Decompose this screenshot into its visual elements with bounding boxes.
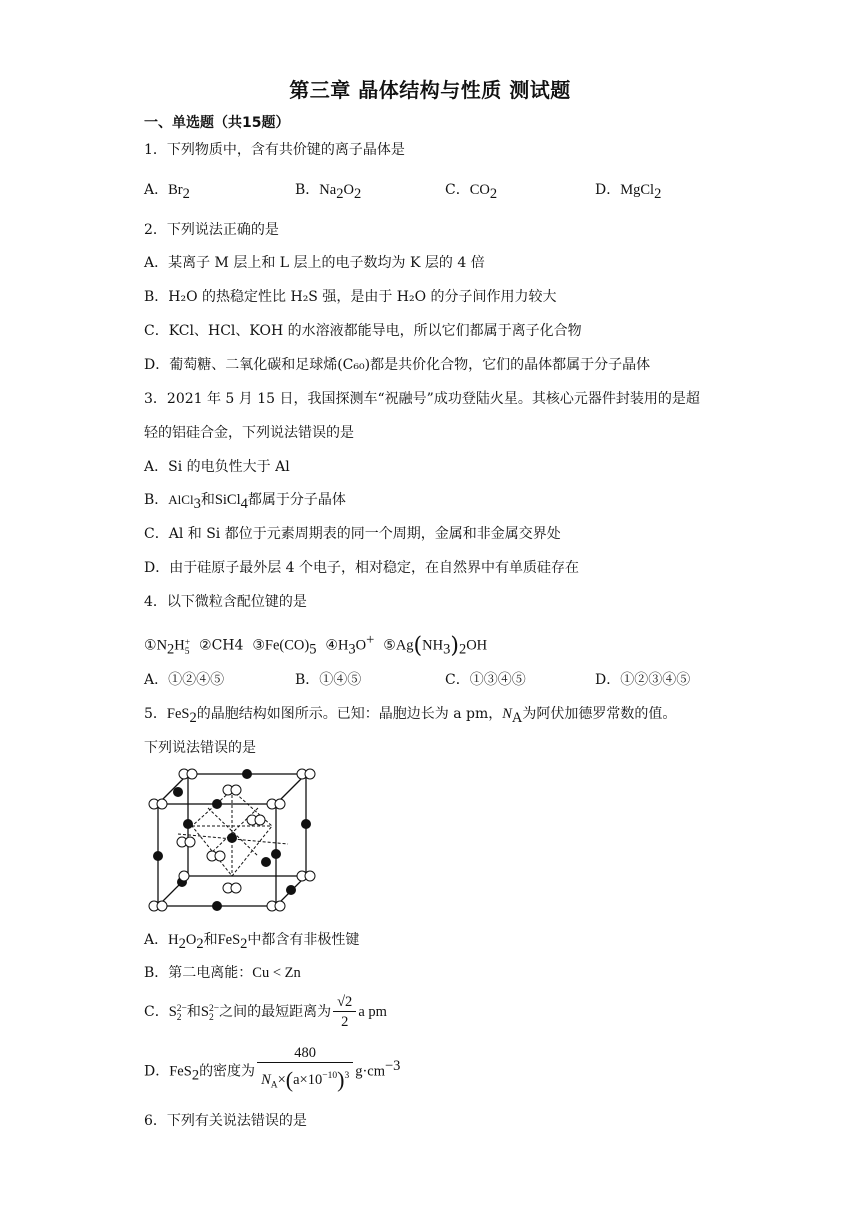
q3-stem-line1: 3．2021 年 5 月 15 日，我国探测车“祝融号”成功登陆火星。其核心元器件封装用的是超 <box>144 391 700 407</box>
q5-option-d[interactable]: D．FeS$_2$的密度为 $\frac{480}{N_A\times(a\times 10^{-10})^3}$ $g\cdot cm^{-3}$ <box>144 1045 401 1093</box>
q4-option-a[interactable]: A．①②④⑤ <box>144 672 225 688</box>
q6-stem: 6．下列有关说法错误的是 <box>144 1113 307 1129</box>
q4-particle-list: $①N_2H$ + 5 ②CH4 $③Fe(CO)_5$ $④H_3O^+$ $⑤Ag(NH_3)_2OH$ <box>144 632 488 659</box>
q4-option-b[interactable]: B．①④⑤ <box>295 672 362 688</box>
q5-stem-line1: 5．FeS$_2$的晶胞结构如图所示。已知：晶胞边长为 a pm，$N_A$为阿伏加德罗常数的值。 <box>144 706 677 726</box>
q1-option-d[interactable]: D．MgCl$_2$ <box>595 182 662 202</box>
q1-option-c[interactable]: C．$CO_2$ <box>445 182 498 202</box>
q5-option-b[interactable]: B．第二电离能：Cu < Zn <box>144 965 301 981</box>
q1-stem: 1．下列物质中，含有共价键的离子晶体是 <box>144 142 405 158</box>
q3-option-c[interactable]: C．Al 和 Si 都位于元素周期表的同一个周期，金属和非金属交界处 <box>144 526 561 542</box>
q4-option-c[interactable]: C．①③④⑤ <box>445 672 526 688</box>
section-heading: 一、单选题（共15题） <box>144 115 290 131</box>
q4-stem: 4．以下微粒含配位键的是 <box>144 594 307 610</box>
q5-option-a[interactable]: A．$H_2O_2$和FeS$_2$中都含有非极性键 <box>144 932 360 952</box>
q3-stem-line2: 轻的铝硅合金，下列说法错误的是 <box>144 425 354 441</box>
q4-option-d[interactable]: D．①②③④⑤ <box>595 672 691 688</box>
q3-option-a[interactable]: A．Si 的电负性大于 Al <box>144 459 290 475</box>
q5-stem-line2: 下列说法错误的是 <box>144 740 256 756</box>
q1-option-b[interactable]: B．$Na_2O_2$ <box>295 182 362 202</box>
q2-stem: 2．下列说法正确的是 <box>144 222 279 238</box>
q5-option-c[interactable]: C．S 2− 2 和S 2− 2 之间的最短距离为 $\frac{√2}{2}$ a pm <box>144 993 387 1030</box>
q2-option-c[interactable]: C．KCl、HCl、KOH 的水溶液都能导电，所以它们都属于离子化合物 <box>144 323 582 339</box>
q2-option-d[interactable]: D．葡萄糖、二氧化碳和足球烯(C₆₀)都是共价化合物，它们的晶体都属于分子晶体 <box>144 357 651 373</box>
q1-option-a[interactable]: A．$Br_2$ <box>144 182 190 202</box>
q3-option-b[interactable]: B．AlCl$_3$和SiCl$_4$都属于分子晶体 <box>144 492 346 512</box>
q2-option-a[interactable]: A．某离子 M 层上和 L 层上的电子数均为 K 层的 4 倍 <box>144 255 485 271</box>
page-title: 第三章 晶体结构与性质 测试题 <box>289 78 571 102</box>
fes2-unit-cell-diagram <box>148 764 318 914</box>
q2-option-b[interactable]: B．H₂O 的热稳定性比 H₂S 强，是由于 H₂O 的分子间作用力较大 <box>144 289 557 305</box>
q3-option-d[interactable]: D．由于硅原子最外层 4 个电子，相对稳定，在自然界中有单质硅存在 <box>144 560 580 576</box>
